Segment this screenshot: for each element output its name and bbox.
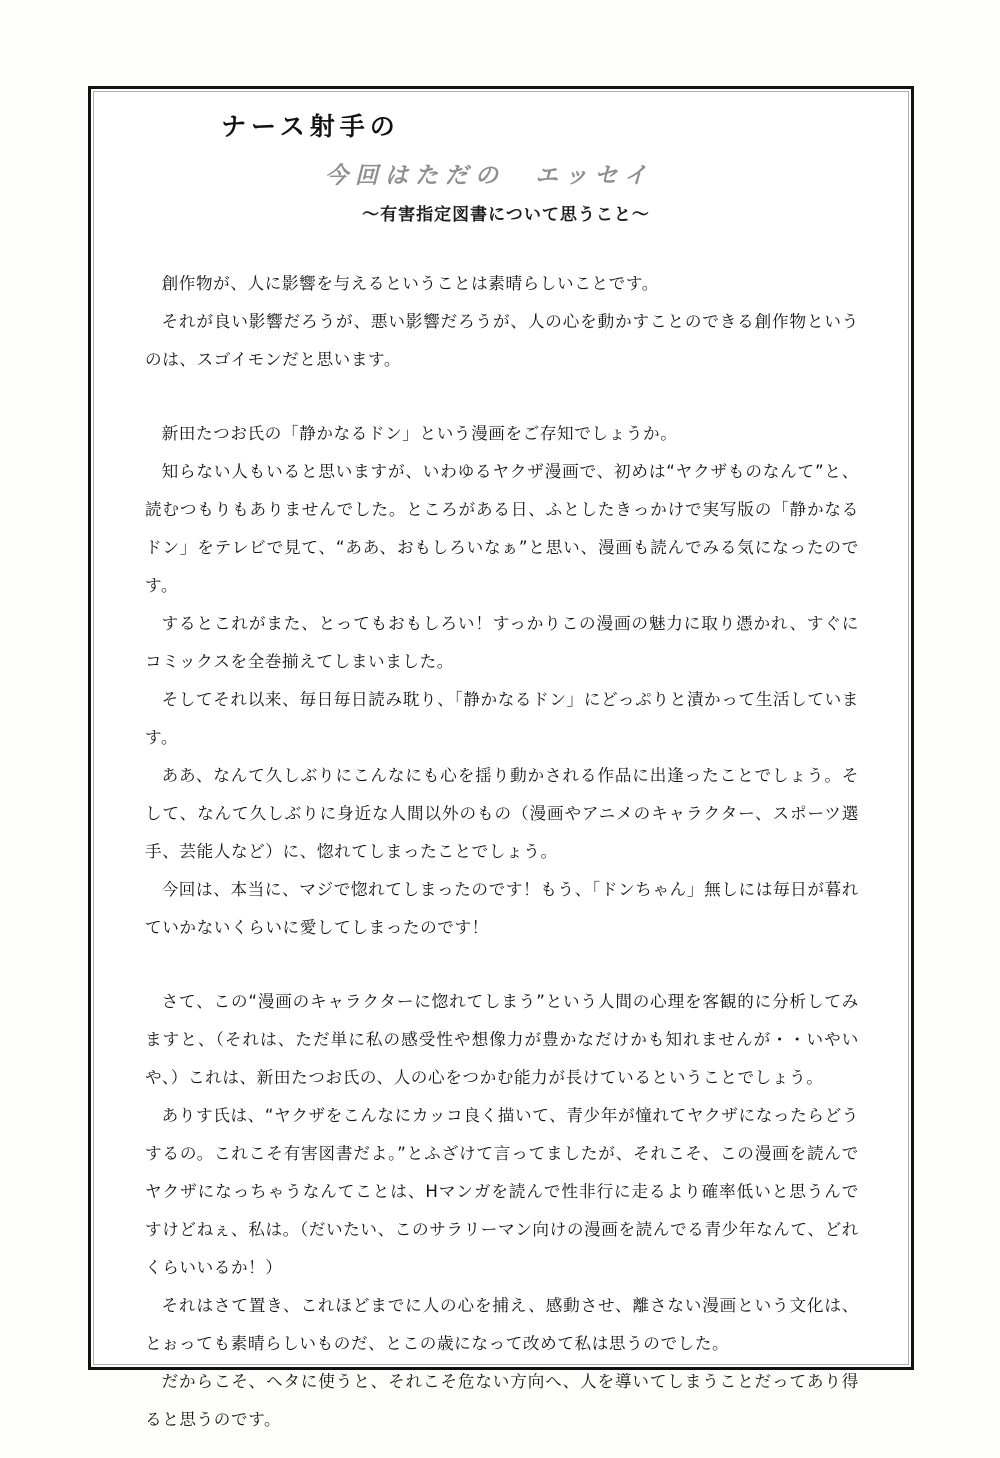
page-sub-subtitle: 〜有害指定図書について思うこと〜: [362, 205, 650, 225]
paragraph: 創作物が、人に影響を与えるということは素晴らしいことです。: [161, 274, 659, 293]
page-subtitle: 今回はただの エッセイ: [325, 163, 654, 189]
paragraph: ありす氏は、“ヤクザをこんなにカッコ良く描いて、青少年が憧れてヤクザになったらどうするの。これこそ有害図書だよ。”とふざけて言ってましたが、それこそ、この漫画を読んでヤクザになっちゃうなんてことは、Hマンガを読んで性非行に走るより確率低いと思うんですけどねぇ、私は。（だいたい、このサラリーマン向けの漫画を読んでる青少年なんて、どれくらいいるか！）: [145, 1106, 859, 1277]
paragraph: 新田たつお氏の「静かなるドン」という漫画をご存知でしょうか。: [161, 424, 678, 443]
page-border-frame: [88, 86, 914, 1429]
page-content: [91, 89, 911, 1429]
paragraph: 知らない人もいると思いますが、いわゆるヤクザ漫画で、初めは“ヤクザものなんて”と、読むつもりもありませんでした。ところがある日、ふとしたきっかけで実写版の「静かなるドン」をテレビで見て、“ああ、おもしろいなぁ”と思い、漫画も読んでみる気になったのです。: [145, 462, 859, 595]
essay-body: [135, 265, 867, 1439]
paragraph: そしてそれ以来、毎日毎日読み耽り、「静かなるドン」にどっぷりと漬かって生活しています。: [145, 690, 859, 747]
page-title: ナース射手の: [221, 112, 400, 141]
paragraph: それはさて置き、これほどまでに人の心を捕え、感動させ、離さない漫画という文化は、とぉっても素晴らしいものだ、とこの歳になって改めて私は思うのでした。: [145, 1296, 859, 1353]
paragraph: だからこそ、ヘタに使うと、それこそ危ない方向へ、人を導いてしまうことだってあり得ると思うのです。: [145, 1372, 859, 1429]
paragraph: 今回は、本当に、マジで惚れてしまったのです！もう、「ドンちゃん」無しには毎日が暮れていかないくらいに愛してしまったのです！: [145, 880, 859, 937]
paragraph: それが良い影響だろうが、悪い影響だろうが、人の心を動かすことのできる創作物というのは、スゴイモンだと思います。: [145, 312, 859, 369]
paragraph: するとこれがまた、とってもおもしろい！すっかりこの漫画の魅力に取り憑かれ、すぐにコミックスを全巻揃えてしまいました。: [145, 614, 859, 671]
paragraph: ああ、なんて久しぶりにこんなにも心を揺り動かされる作品に出逢ったことでしょう。そして、なんて久しぶりに身近な人間以外のもの（漫画やアニメのキャラクター、スポーツ選手、芸能人など）に、惚れてしまったことでしょう。: [145, 766, 859, 861]
paragraph: さて、この“漫画のキャラクターに惚れてしまう”という人間の心理を客観的に分析してみますと、（それは、ただ単に私の感受性や想像力が豊かなだけかも知れませんが・・いやいや、）これは、新田たつお氏の、人の心をつかむ能力が長けているということでしょう。: [145, 992, 859, 1087]
